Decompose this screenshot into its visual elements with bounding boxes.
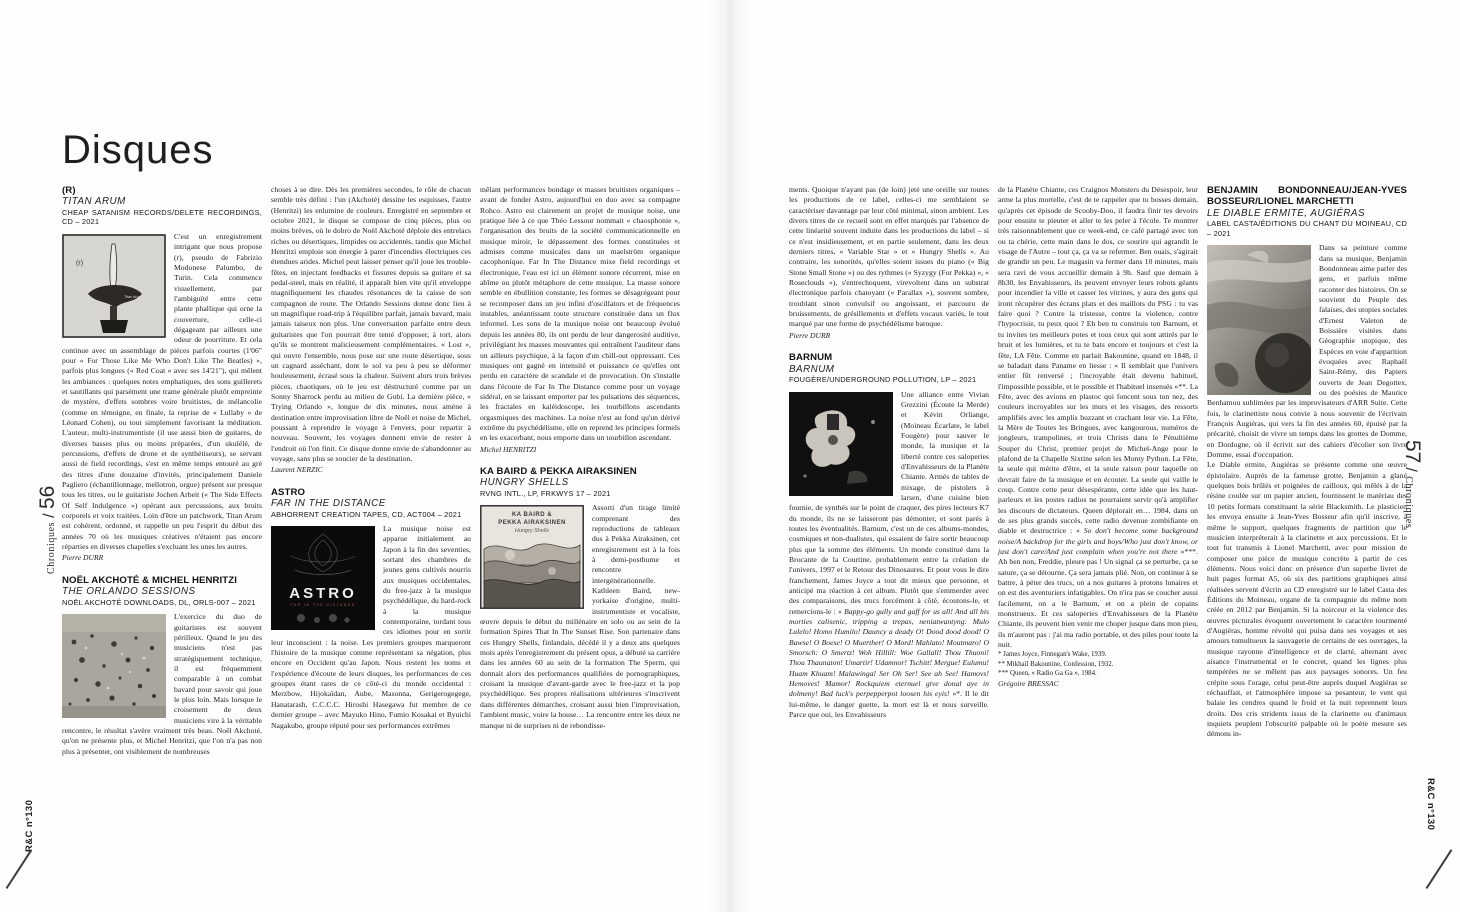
review-quote: Bappy-go gully and gaff for us all! And all his morties calisenic, tripping a trepas, neniatwantyng: Mulo Lulelo! Homo Humilo! Dauncy a deady O! Dood dood dood! O Bawse! O Boese! O Muerther! O Mord! Mahlato! Moutmaro! O Smorsch: O Smertz! Woh Hillill: Woe Gallall! Thou Thuoni! Thou Thaunaton! Umartir! Udamnor! Tschitt! Mergue! Eulumu! Huam Khuam! Malawinga! Ser Oh Ser! See ah See! Hamovs! Hemoves! Mamor! Rockquiem eternuel give donal aye in dolmeny! Bad luck's perpepperpot loosen his eyis! [789, 606, 989, 699]
review-quote: So don't become some background noise/A backdrop for the girls and boys/Who just don't know, or just don't care/And just complain when you're not there [998, 526, 1198, 557]
review-text: Assorti d'un tirage limité comprenant des reproductions de tableaux dus à Pekka Airaksinen, cet enregistrement est à la fois à demi-posthume et rencontre intergénérationnelle. Kathleen Baird, new-yorkaise d'origine, multi-instrumentiste et vocaliste, œuvre depuis le début du millénaire en solo ou au sein de la formation Spires That In The Sunset Rise. Son partenaire dans ces Hungry Shells, finlandais, décédé il y a deux ans quelques mois après l'enregistrement du présent opus, a débuté sa carrière dans les années 60 au sein de la formation The Sperm, qui donnait alors des performances qualifiées de pornographiques, croisant la musique d'avant-garde avec le free-jazz et la pop psychédélique. Ses propres réalisations ultérieures s'inscrivent dans différentes démarches, croisant aussi bien l'improvisation, l'ambient music, voire la house… La rencontre entre les deux ne manque ni de surprises ni de rebondisse- [480, 503, 680, 730]
issue-label: R&C n°130 [24, 799, 35, 852]
column-4 [789, 185, 989, 843]
album-cover-astro [271, 526, 375, 630]
reviewer-signature: Grégoire BRESSAC [998, 679, 1059, 689]
record-label: RVNG INTL., LP, FRKWYS 17 – 2021 [480, 488, 611, 498]
article-header-diable-ermite [1207, 185, 1407, 238]
album-title: TITAN ARUM [62, 196, 126, 208]
review-text: C'est un enregistrement intrigant que nous propose (r), pseudo de Fabrizio Modonese Palumbo, de Turin. Cela commence visuellement, par l'ambiguïté entre cette plante phallique qui orne la couverture, celle-ci dégageant par ailleurs une odeur de pourriture. Et cela continue avec un assemblage de pièces parfois courtes (1'06" pour « For Those Like Me Who Don't Like The Beatles) », parfois plus longues (« Red Coat » avec ses 14'21"), qui mêlent les ambiances : quelques notes emphatiques, des sons guillerets et sautillants qui parsèment une trame générale plutôt empreinte de mystère, d'effets sombres voire bruitistes, de mélancolie (comme en témoigne, en finale, la reprise de « Lullaby » de Léonard Cohen), ou tout simplement favorisant la méditation. L'auteur, multi-instrumentiste (il use aussi bien de guitares, de diverses basses plus ou moins préparées, d'un ukulélé, de percussions, d'effets de drone et de synthétiseurs), se servant aussi de field recordings, s'est en même temps entouré au gré des titres d'une douzaine d'invités, principalement Daniele Pagliero (échantillonnage, mellotron, orgue) présent sur presque tous les titres, ou le guitariste Jochen Arbeit (« The Side Effects Of Self Indulgence ») opérant aux percussions, aux bruits corporels et voix traitées. Loin d'être un patchwork, Titan Arum est cohérent, ordonné, et rappelle un peu l'esprit du début des années 70 où les musiques créatives n'étaient pas encore réparties en diverses chapelles s'excluant les unes les autres. [62, 231, 262, 552]
review-text: mêlant performances bondage et masses bruitistes organiques – avant de fonder Astro, aujourd'hui en duo avec sa compagne Rohco. Astro est clairement un projet de musique noise, une pratique liée à ce que Théo Lessour nommait « chaosphonie », l'organisation des bruits de la société communicationnelle en musique miroir, le dépassement des formes constituées et admises comme musicales dans un maelström organique cacophonique. Far In The Distance mixe field recordings et électronique, l'eau est ici un élément sonore récurrent, mise en abîme ou plutôt métaphore de cette musique. La masse sonore semble en ébullition constante, les formes se désagrégeant pour se recomposer dans un jeu infini d'oscillators et de fréquences instables, anéantissant toute structure constituée dans un flux informel. Les sons de la musique noise ont beaucoup évolué depuis les années 80, ils ont perdu de leur dangerosité auditive, privilégiant les masses mouvantes qui entraînent l'auditeur dans un ailleurs psychique, à la façon d'un chill-out oppressant. Ces musiques ont gagné en intensité et puissance ce qu'elles ont perdu en caractère de scandale et de provocation. On s'installe dans l'écoute de Far In The Distance comme pour un voyage sidéral, en se laissant emporter par les pulsations des séquences, les fractales en kaléidoscope, les tourbillons ascendants orgasmiques des machines. La noise n'est au fond qu'un dérivé extrême du psychédélisme, elle en reprend les principes formels en les exacerbant, nous emporte dans un tourbillon ascendant. [480, 185, 680, 443]
page-title: Disques [62, 128, 214, 172]
review-text: Dans sa peinture comme dans sa musique, Benjamin Bondonneau aime parler des gens, et parfois même raconter des histoires. On se souvient du Peuple des falaises, des utopies sociales d'Ernest Valeton de Boissière visitées dans Géographie utopique, des Espèces en voie d'apparition évoquées avec Raphaël Saint-Rémy, des Papiers ouverts de Jean Degottex, ou des poésies de Maurice Benhamou sublimées par les improvisateurs d'ARR Suite. Cette fois, le clarinettiste nous convie à nous souvenir de l'écrivain François Augiéras, qui vers la fin des années 60, épuisé par la précarité, choisit de vivre un temps dans les grottes de Domme, en Dordogne, où il écrivit sur des cahiers d'écolier son livre Domme, essai d'occupation. [1207, 243, 1407, 460]
section-label: Chroniques [1403, 476, 1414, 529]
cover-caption: Titan Arum [124, 294, 142, 299]
review-body [271, 185, 471, 464]
review-body [271, 524, 471, 731]
article-header-titan-arum [62, 185, 262, 227]
review-text: »*. Il le dit lui-même, le danger guette, la mort est là et nous surveille. Parce que oui, les Envahisseurs [789, 689, 989, 720]
review-text: L'exercice du duo de guitaristes est souvent périlleux. Quand le jeu des musiciens n'est pas stratégiquement technique, il est fréquemment comparable à un combat bavard pour savoir qui joue le plus loin. Mais lorsque le croisement de deux musiciens vire à la véritable rencontre, le résultat s'avère vraiment très beau. Noël Akchoté, qu'on ne présente plus, et Michel Henritzi, que l'on n'a pas non plus à présenter, ont visiblement de nombreuses [62, 612, 262, 756]
album-cover-orlando-sessions [62, 614, 166, 718]
review-body [62, 232, 262, 553]
column-3 [480, 185, 680, 843]
album-title: THE ORLANDO SESSIONS [62, 586, 196, 598]
page-number: 56 [36, 485, 59, 509]
review-text: ments. Quoique n'ayant pas (de loin) jeté une oreille sur toutes les productions de ce label, celles-ci me semblaient se caractériser davantage par leur côté minimal, sinon ambient. Les divers titres de ce recueil sont en effet marqués par l'absence de cette linéarité souvent induite dans les productions du label – si ce n'est insidieusement, et en partie seulement, dans les deux derniers titres, « Variable Star » et « Hungry Shells ». Au contraire, les sonorités, qu'elles soient issues du piano (« Big Stone Small Stone ») ou des rythmes (« Syzygy (For Pekka) », « Roseclouds »), s'entrechoquent, virevoltent dans un substrat électronique parfois chatoyant (« Parallax »), souvent sombre, troublant sinon convulsif ou angoissant, et parcouru de bruissements, de grésillements et d'effets vocaux variés, le tout marqué par une forme de psychédélisme baroque. [789, 185, 989, 329]
album-cover-barnum [789, 392, 893, 496]
cover-text: (r) [76, 259, 84, 267]
album-title: BARNUM [789, 363, 835, 375]
reviewer-signature: Laurent NERZIC [271, 465, 323, 475]
separator-slash: / [1402, 467, 1419, 477]
review-text: choses à se dire. Dès les premières secondes, le rôle de chacun semble très défini : l'un (Akchoté) dessine les esquisses, l'autre (Henritzi) les enlumine de couleurs. Enregistré en septembre et octobre 2021, le disque se compose de cinq pièces, plus ou moins brèves, où le dobro de Noël Akchoté déploie des entrelacs riches ou désertiques, limpides ou accidentés, tandis que Michel Henritzi emploie son énergie à parer d'incendies électriques ces étendues arides. Michel peut laisser penser qu'il joue les trouble-fêtes, en injectant feedbacks et fissures depuis sa guitare et sa pedal-steel, mais en réalité, il apparaît bien vite qu'il enveloppe magnifiquement les chaudes résonances de la caisse de son compagnon de route. The Orlando Sessions donne donc lieu à un magnifique road-trip à l'équilibre parfait, jamais bavard, mais jamais taiseux non plus. Une conversation parfaite entre deux guitaristes que l'on pourrait être tenté d'opposer, à tort, alors qu'ils se montrent malicieusement complémentaires. « Lost », qui ouvre l'ensemble, nous pose sur une route désertique, sous un cagnard asséchant, dont le sol va peu à peu se déformer houleusement, écrasé sous la chaleur. Suivent alors trois brèves pièces, chaotiques, où le jeu est déstructuré comme par un Sonny Sharrock perdu au milieu de Gobi. La dernière pièce, « Trying Orlando », longue de dix minutes, nous amène à destination entre improvisation libre de Noël et noise de Michel, poussant à reprendre le voyage à l'envers, pour repartir à nouveau. Souvent, les voyages donnent envie de rester à l'endroit où l'on finit. Ce disque donne envie de s'abandonner au voyage, sans plus se soucier de la destination. [271, 185, 471, 463]
article-header-hungry-shells [480, 466, 680, 498]
review-body [998, 185, 1198, 650]
column-6 [1207, 185, 1407, 843]
review-text: La musique noise est apparue initialement au Japon à la fin des seventies, sortant des chambres de jeunes gens cultivés nourris aux musiques occidentales, du free-jazz à la musique psychédélique, du hard-rock à la musique contemporaine, tordant tous ces idiomes pour en sortir leur inconscient : la noise. Les premiers groupes marqueront l'histoire de la musique comme représentant sa négation, plus encore en Occident qu'au Japon. Nous restent les noms et l'expérience d'écoute de leurs disques, les performances de ces groupes étant rares de ce côté-ci du monde occidental : Merzbow, Hijokaïdan, Aube, Masonna, Gerigerogegege, Hanatarash, C.C.C.C. Hiroshi Hasegawa fut membre de ce dernier groupe – avec Mayuko Hino, Fumio Kosakai et Ryuichi Nagakubo, groupe réputé pour ses performances extrêmes [271, 523, 471, 730]
cover-text-line1: KA BAIRD & [511, 512, 553, 519]
column-2 [271, 185, 471, 843]
artist-name: BARNUM [789, 352, 833, 364]
column-5 [998, 185, 1198, 843]
record-label: ABHORRENT CREATION TAPES, CD, ACT004 – 2021 [271, 509, 462, 519]
album-cover-diable-ermite [1207, 245, 1311, 395]
cover-text: ASTRO [289, 584, 357, 602]
review-body [480, 185, 680, 444]
artist-name: (R) [62, 185, 76, 196]
reviewer-signature: Pierre DURR [789, 330, 831, 340]
record-label: FOUGÈRE/UNDERGROUND POLLUTION, LP – 2021 [789, 375, 977, 385]
artist-name: ASTRO [271, 486, 306, 498]
article-header-far-in-the-distance [271, 487, 471, 519]
review-body [480, 503, 680, 731]
footnote-3: *** Queen, « Radio Ga Ga », 1984. [998, 669, 1097, 677]
issue-label: R&C n°130 [1425, 778, 1436, 831]
reviewer-signature: Michel HENRITZI [480, 444, 537, 454]
artist-name: BENJAMIN BONDONNEAU/JEAN-YVES BOSSEUR/LIONEL MARCHETTI [1207, 185, 1407, 208]
section-label: Chroniques [46, 521, 57, 574]
review-text: Le Diable ermite, Augiéras se présente comme une œuvre épistolaire. Auprès de la fameuse grotte, Benjamin a glané quelques bois brûlés et poignées de cailloux, qui mêlés à de la résine coulée sur un papier ancien, fournissent le matériau des 10 petits formats constituant la série Blacksmith. Le plasticien les envoya ensuite à Jean-Yves Bosseur afin qu'il inscrive, à même le support, quelques fragments de partition que le musicien interpréterait à la clarinette et aux percussions. Et le tout fut transmis à Lionel Marchetti, avec pour mission de composer une pièce de musique concrète à partir de ces éléments. Nous voici donc en présence d'un superbe livret de huit pages format A5, où six des partitions graphiques ainsi réalisées servent d'écrin au CD enregistré sur le label Casta des Éditions du Moineau, organe de la compagnie du même nom créée en 2012 par Benjamin. Si la noirceur et la violence des œuvres picturales évoquent ouvertement le caractère tourmenté d'Augiéras, homme révolté qui puisa dans ses voyages et ses amours tumultueux la sauvagerie de certains de ses ouvrages, la musique rayonne d'intelligence et de clarté, alternant avec aisance l'instrumental et le concret, quand les lignes plus tempérées ne se mêlent pas aux paysages sonores. Un feu crépite sous l'orage, celui peut-être auprès duquel Augiéras se réchauffait, et l'atmosphère impose sa pesanteur, le vent qui balaie les cendres quand le froid et la nuit reprennent leurs droits. Des cris stridents issus de la clarinette ou d'animaux inquiets peuplent l'obscurité palpable où le poète mesure ses démons in- [1207, 460, 1407, 739]
artist-name: KA BAIRD & PEKKA AIRAKSINEN [480, 465, 637, 477]
footnote-1: * James Joyce, Finnegan's Wake, 1939. [998, 651, 1107, 659]
album-cover-titan-arum [62, 234, 166, 338]
cover-text-line3: Hungry Shells [514, 528, 550, 535]
cover-subtext: FAR IN THE DISTANCE [290, 602, 356, 607]
review-body [789, 185, 989, 330]
article-header-barnum [789, 352, 989, 384]
corner-mark [1426, 849, 1452, 888]
article-header-orlando-sessions [62, 575, 262, 607]
record-label: CHEAP SATANISM RECORDS/DELETE RECORDINGS, CD – 2021 [62, 208, 262, 227]
review-body [789, 390, 989, 721]
record-label: NOËL AKCHOTÉ DOWNLOADS, DL, ORLS-007 – 2021 [62, 597, 256, 607]
review-text: Une alliance entre Vivian Grezzini (Écoute la Merde) et Kévin Orliange, (Moineau Écarlate, le label Fougère) pour sauver le monde, la musique et la liberté contre ces saloperies d'Envahisseurs de la Planète Chiante. Armés de tables de mixage, de pistolets à larsen, d'une cuisine bien fournie, de synthés sur le point de craquer, des pires lecteurs K7 du monde, ils ne se laisseront pas démonter, et sont parés à toutes les éventualités. Barnum, c'est un de ces albums-mondes, cosmiques et non-dualistes, qui essaient de faire sortir beaucoup plus que la somme des éléments. Un monde constitué dans la Brocante de la Courtine, probablement entre la création de l'univers, 1997 et le Retour des Dinosaures. Et pour vous le dire franchement, James Joyce a tout dit mieux que personne, et anticipé ma réaction à cet album. Plutôt que s'emmerder avec des comparaisons, des trucs forcément à côté, écoutons-le, et remercions-le : « [789, 389, 989, 616]
album-title: HUNGRY SHELLS [480, 477, 569, 489]
review-text: de la Planète Chiante, ces Craignos Monsters du Désespoir, leur arme la plus mortelle, c'est de te rappeler que tu bosses demain, qu'après cet épisode de Scooby-Doo, il faudra finir tes devoirs pour ensuite te pieuter et aller te les peler à l'école. Te montrer très raisonnablement que ce week-end, ce café partagé avec ton ou ta chérie, cette main dans le dos, ce sourire qui agrandit le visage de l'Autre – tout ça, ça va se refermer. Ben ouais, s'agirait de grandir un peu. Le magasin va fermer dans 10 minutes, mais sera ravi de vous accueillir demain à 9h. Sauf que demain à 8h30, les Envahisseurs, ils peuvent envoyer leurs robots géants pour incendier la ville et casser les vitrines, y aura des gens qui iront récupérer des écrans plats et des maillots du PSG : tu vas faire quoi ? Contre la tristesse, contre la violence, contre l'hypocrisie, tu peux quoi ? Eh ben tu construis ton Barnum, et tu invites tes meilleurs potes et tous ceux qui sont attirés par le bruit et les lumières, et tu te bats encore et toujours et c'est la fête, LA Fête. Comme en parlait Bakounine, quand en 1848, il se baladait dans Paname en liesse : « Il semblait que l'univers entier fût renversé ; l'incroyable était devenu habituel, l'impossible possible, et le possible et l'habituel insensés »**. La Fête, avec des avions en plastoc qui foncent sous ton nez, des couleurs incroyables sur les murs et les visages, des ressorts amplifiés avec les amplis buzzant et crachant leur vie. La Fête, la Mère de Toutes les Bringues, avec kangourous, numéros de jongleurs, trampolines, et trois Christs dans le Pénultième Souper du Christ, premier projet de Michel-Ange pour le plafond de la Chapelle Sixtine selon les Monty Python. La Fête, la seule qui mérite d'être, et la seule raison pour laquelle on devrait faire de la musique et en écouter. La seule qui vaille le coup. Contre cette peur désespérante, cette idée que les haut-parleurs et les postes radios ne pourraient servir qu'à amplifier les discours de dictateurs. Queen déplorait en… 1984, dans un de ses plus grands succès, cette radio devenue zombifiante en diable et destructrice : « [998, 185, 1198, 536]
reviewer-signature: Pierre DURR [62, 553, 104, 563]
page-fold [706, 0, 754, 912]
corner-mark [6, 849, 32, 888]
review-body [1207, 243, 1407, 740]
album-title: FAR IN THE DISTANCE [271, 497, 386, 509]
record-label: LABEL CASTA/ÉDITIONS DU CHANT DU MOINEAU, CD – 2021 [1207, 219, 1407, 238]
review-text: »***. Ah ben non, Freddie, pleure pas ! Un signal ça se perturbe, ça se sature, ça se détourne. Ça sera jamais plié. Non, on continue à se battre, à péter des trucs, on a nos guitares à protons lunaires et on est des aventuriers infatigables. On n'ira pas se coucher aussi facilement, on a le Barnum, et on a plein de copains monstrueux. Et ces saloperies d'Envahisseurs de la Planète Chiante, ils peuvent bien venir me choper jusque dans mon pieu, ils m'auront pas : j'ai ma radio portable, et des piles pour toute la nuit. [998, 547, 1198, 650]
column-1 [62, 185, 262, 843]
separator-slash: / [41, 509, 58, 518]
page-number: 57 [1401, 440, 1424, 464]
review-body [62, 612, 262, 757]
cover-text-line2: PEKKA AIRAKSINEN [498, 520, 566, 527]
album-cover-hungry-shells [480, 505, 584, 609]
footnote-2: ** Mikhaïl Bakounine, Confession, 1932. [998, 660, 1114, 668]
artist-name: NOËL AKCHOTÉ & MICHEL HENRITZI [62, 574, 237, 586]
album-title: LE DIABLE ERMITE, AUGIÉRAS [1207, 207, 1365, 219]
left-margin-label [36, 486, 60, 574]
